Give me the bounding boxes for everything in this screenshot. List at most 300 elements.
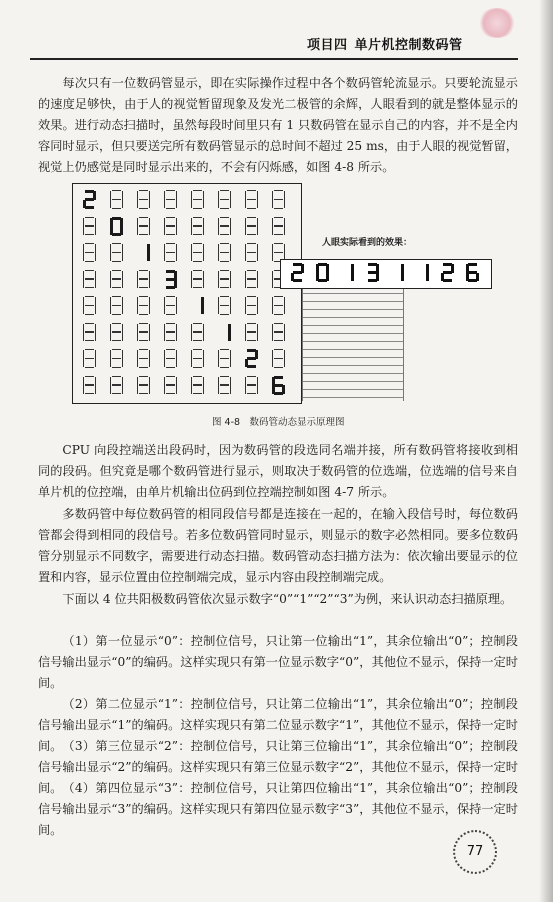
segment-c (230, 359, 231, 368)
segment-c (203, 226, 204, 235)
segment-b (95, 324, 96, 333)
segment-e (83, 332, 84, 341)
segment-c (203, 200, 204, 209)
segment-b (230, 271, 231, 280)
segment-c (257, 306, 258, 315)
grid-digit (162, 216, 183, 238)
segment-f (316, 264, 319, 273)
segment-c (230, 226, 231, 235)
segment-e (83, 226, 84, 235)
segment-d (193, 393, 202, 394)
segment-f (191, 191, 192, 200)
segment-b (284, 191, 285, 200)
grid-digit (135, 189, 156, 211)
segment-a (220, 217, 229, 218)
segment-e (272, 332, 273, 341)
segment-a (112, 296, 121, 297)
segment-f (137, 218, 138, 227)
segment-f (272, 244, 273, 253)
grid-digit (135, 348, 156, 370)
segment-g (247, 331, 256, 332)
segment-c (149, 279, 150, 288)
segment-c (95, 253, 96, 262)
paragraph-1: 每次只有一位数码管显示，即在实际操作过程中各个数码管轮流显示。只要轮流显示的速度足够快，由于人的视觉暂留现象及发光二极管的余辉，人眼看到的就是整体显示的效果。进行动态扫描时，虽然每段时间里只有 1 只数码管在显示自己的内容，并不是全内容同时显示，但只要送完所有数码管显示的总时间不超过 25 ms，由于人眼的视觉暂留，视觉上仍感觉是同时显示出来的，不会有闪烁感，如图 4-8 所示。 (38, 76, 518, 174)
segment-c (95, 306, 96, 315)
segment-g (112, 384, 121, 385)
segment-d (220, 261, 229, 262)
segment-f (245, 324, 246, 333)
segment-f (110, 324, 111, 333)
segment-f (83, 244, 84, 253)
signal-line (303, 317, 403, 318)
grid-digit (243, 322, 264, 344)
segment-f (164, 244, 165, 253)
segment-c (376, 273, 379, 282)
segment-a (139, 349, 148, 350)
segment-a (85, 243, 94, 244)
segment-d (193, 287, 202, 288)
grid-digit (162, 269, 183, 291)
signal-line (303, 325, 403, 326)
segment-b (176, 297, 177, 306)
grid-digit (243, 269, 264, 291)
segment-d (112, 314, 121, 315)
segment-f (137, 297, 138, 306)
segment-g (193, 331, 202, 332)
header-title: 单片机控制数码管 (354, 38, 463, 53)
segment-b (203, 218, 204, 227)
grid-digit (243, 295, 264, 317)
segment-e (164, 226, 165, 235)
segment-c (95, 385, 96, 394)
segment-f (272, 271, 273, 280)
segment-a (85, 323, 94, 324)
segment-c (122, 332, 123, 341)
segment-f (272, 377, 275, 386)
grid-digit (162, 295, 183, 317)
segment-g (139, 278, 148, 279)
segment-a (220, 270, 229, 271)
segment-f (83, 377, 84, 386)
segment-c (284, 332, 285, 341)
segment-g (166, 305, 175, 306)
segment-a (166, 323, 175, 324)
segment-b (230, 218, 231, 227)
segment-c (230, 279, 231, 288)
segment-d (139, 234, 148, 235)
grid-digit (108, 348, 129, 370)
segment-e (245, 332, 246, 341)
segment-f (245, 191, 246, 200)
segment-c (176, 306, 177, 315)
segment-d (274, 208, 283, 209)
segment-c (230, 306, 231, 315)
segment-f (164, 218, 165, 227)
segment-g (220, 199, 229, 200)
segment-g (220, 278, 229, 279)
segment-e (316, 273, 319, 282)
signal-line (303, 397, 403, 398)
segment-c (230, 253, 231, 262)
segment-c (326, 273, 329, 282)
paragraph-8: （4）第四位显示“3”：控制位信号，只让第四位输出“1”，其余位输出“0”；控制段信号输出显示“3”的编码。这样实现只有第四位显示数字“3”，其他位不显示，保持一定时间。 (38, 781, 518, 837)
segment-f (272, 324, 273, 333)
segment-d (166, 314, 175, 315)
segment-c (257, 332, 258, 341)
segment-c (149, 306, 150, 315)
segment-e (272, 253, 273, 262)
segment-f (272, 350, 273, 359)
grid-digit (270, 216, 291, 238)
segment-b (284, 218, 285, 227)
segment-c (284, 359, 285, 368)
segment-g (247, 252, 256, 253)
grid-digit (216, 242, 237, 264)
segment-f (164, 350, 165, 359)
segment-b (95, 244, 96, 253)
segment-f (110, 271, 111, 280)
grid-digit (81, 269, 102, 291)
segment-c (257, 253, 258, 262)
segment-f (218, 271, 219, 280)
segment-e (218, 226, 219, 235)
segment-c (203, 385, 204, 394)
segment-e (245, 253, 246, 262)
segment-g (247, 199, 256, 200)
result-display (280, 259, 492, 289)
segment-d (193, 261, 202, 262)
segment-a (220, 243, 229, 244)
segment-a (112, 349, 121, 350)
segment-e (191, 253, 192, 262)
segment-d (247, 314, 256, 315)
segment-e (83, 200, 86, 209)
grid-digit (189, 189, 210, 211)
segment-g (274, 305, 283, 306)
segment-d (85, 261, 94, 262)
segment-b (95, 377, 96, 386)
segment-d (166, 261, 175, 262)
segment-f (83, 297, 84, 306)
segment-d (166, 340, 175, 341)
segment-c (203, 332, 204, 341)
segment-f (191, 377, 192, 386)
segment-a (193, 217, 202, 218)
segment-e (191, 332, 192, 341)
signal-line (303, 373, 403, 374)
segment-b (122, 324, 123, 333)
segment-d (247, 208, 256, 209)
paragraph-7: （3）第三位显示“2”：控制位信号，只让第三位输出“1”，其余位输出“0”；控制段信号输出显示“2”的编码。这样实现只有第三位显示数字“2”，其他位不显示，保持一定时间。 (38, 739, 518, 795)
segment-g (112, 331, 121, 332)
segment-e (137, 200, 138, 209)
segment-b (174, 271, 177, 280)
segment-b (284, 244, 285, 253)
segment-a (193, 323, 202, 324)
segment-f (137, 191, 138, 200)
segment-c (122, 359, 123, 368)
segment-d (85, 393, 94, 394)
segment-g (112, 199, 121, 200)
segment-f (218, 218, 219, 227)
segment-f (191, 324, 192, 333)
segment-b (230, 297, 231, 306)
segment-d (139, 393, 148, 394)
grid-digit (189, 269, 210, 291)
segment-b (257, 191, 258, 200)
segment-e (245, 359, 248, 368)
grid-digit (189, 242, 210, 264)
segment-e (83, 359, 84, 368)
segment-f (272, 191, 273, 200)
segment-c (257, 200, 258, 209)
grid-digit (270, 348, 291, 370)
segment-c (176, 385, 177, 394)
segment-a (166, 296, 175, 297)
segment-e (272, 306, 273, 315)
segment-f (191, 271, 192, 280)
result-digit (364, 263, 385, 285)
grid-digit (243, 242, 264, 264)
segment-g (166, 225, 175, 226)
segment-c (95, 332, 96, 341)
segment-b (376, 264, 379, 273)
segment-f (245, 377, 246, 386)
segment-f (218, 191, 219, 200)
segment-c (95, 359, 96, 368)
segment-a (247, 217, 256, 218)
segment-e (245, 306, 246, 315)
segment-a (112, 376, 121, 377)
result-digit (289, 263, 310, 285)
result-digit (389, 263, 410, 285)
segment-d (247, 234, 256, 235)
segment-b (230, 377, 231, 386)
segment-g (247, 278, 256, 279)
segment-b (257, 297, 258, 306)
segment-d (85, 314, 94, 315)
segment-c (203, 359, 204, 368)
segment-b (257, 244, 258, 253)
segment-f (164, 297, 165, 306)
grid-digit (270, 189, 291, 211)
segment-g (139, 305, 148, 306)
header-rule (30, 58, 518, 60)
segment-b (176, 350, 177, 359)
header-project: 项目四 (307, 38, 348, 53)
grid-digit (189, 216, 210, 238)
segment-a (274, 323, 283, 324)
segment-c (284, 226, 285, 235)
segment-e (164, 385, 165, 394)
paragraph-5: （1）第一位显示“0”：控制位信号，只让第一位输出“1”，其余位输出“0”；控制段信号输出显示“0”的编码。这样实现只有第一位显示数字“0”，其他位不显示，保持一定时间。 (38, 634, 518, 690)
segment-c (201, 306, 204, 315)
segment-f (218, 350, 219, 359)
segment-d (112, 393, 121, 394)
segment-g (247, 384, 256, 385)
segment-a (166, 217, 175, 218)
segment-c (176, 200, 177, 209)
segment-d (274, 367, 283, 368)
segment-f (218, 244, 219, 253)
segment-c (257, 279, 258, 288)
segment-b (203, 271, 204, 280)
segment-c (176, 332, 177, 341)
segment-g (220, 384, 229, 385)
segment-c (95, 226, 96, 235)
segment-a (139, 270, 148, 271)
segment-b (326, 264, 329, 273)
segment-f (110, 297, 111, 306)
grid-digit (189, 295, 210, 317)
segment-e (164, 200, 165, 209)
signal-line (303, 341, 403, 342)
grid-digit (135, 269, 156, 291)
segment-e (245, 200, 246, 209)
segment-g (274, 225, 283, 226)
segment-b (149, 350, 150, 359)
segment-e (272, 200, 273, 209)
segment-c (122, 200, 123, 209)
segment-g (112, 358, 121, 359)
grid-digit (81, 348, 102, 370)
grid-digit (162, 242, 183, 264)
segment-b (257, 271, 258, 280)
grid-digit (243, 216, 264, 238)
segment-e (83, 306, 84, 315)
segment-d (247, 365, 256, 368)
segment-g (274, 331, 283, 332)
segment-c (147, 253, 150, 262)
segment-b (257, 377, 258, 386)
segment-a (247, 323, 256, 324)
segment-f (110, 244, 111, 253)
segment-g (166, 199, 175, 200)
segment-e (110, 359, 111, 368)
segment-f (110, 218, 113, 227)
segment-g (220, 358, 229, 359)
signal-lines (302, 289, 404, 401)
paragraph-3: 多数码管中每位数码管的相同段信号都是连接在一起的，在输入段信号时，每位数码管都会得到相同的段信号。若多位数码管同时显示，则显示的数字必然相同。要多位数码管分别显示不同数字，需要进行动态扫描。数码管动态扫描方法为：依次输出要显示的位置和内容，显示位置由位控制端完成，显示内容由段控制端完成。 (38, 507, 518, 584)
segment-f (218, 377, 219, 386)
segment-e (191, 200, 192, 209)
grid-digit (81, 242, 102, 264)
grid-digit (108, 216, 129, 238)
result-digit (464, 263, 485, 285)
segment-e (245, 226, 246, 235)
figure-caption: 图 4-8 数码管动态显示原理图 (212, 417, 345, 428)
segment-a (85, 270, 94, 271)
segment-c (149, 332, 150, 341)
segment-g (220, 252, 229, 253)
segment-d (247, 261, 256, 262)
segment-d (220, 314, 229, 315)
segment-d (193, 340, 202, 341)
segment-d (220, 234, 229, 235)
segment-c (476, 273, 479, 282)
grid-digit (189, 322, 210, 344)
grid-digit (135, 375, 156, 397)
segment-e (137, 306, 138, 315)
segment-e (218, 253, 219, 262)
segment-a (274, 376, 283, 379)
grid-digit (216, 269, 237, 291)
segment-e (137, 359, 138, 368)
segment-f (110, 191, 111, 200)
segment-d (112, 287, 121, 288)
segment-b (201, 297, 204, 306)
segment-f (191, 350, 192, 359)
segment-c (203, 279, 204, 288)
segment-a (166, 376, 175, 377)
segment-b (176, 191, 177, 200)
segment-a (166, 349, 175, 350)
segment-g (139, 384, 148, 385)
segment-d (166, 234, 175, 235)
segment-a (85, 376, 94, 377)
segment-f (272, 218, 273, 227)
segment-a (85, 217, 94, 218)
segment-b (176, 244, 177, 253)
segment-b (120, 218, 123, 227)
segment-e (218, 200, 219, 209)
segment-e (83, 279, 84, 288)
segment-d (293, 279, 302, 282)
page-number: 77 (453, 830, 497, 874)
segment-f (245, 244, 246, 253)
segment-b (203, 377, 204, 386)
segment-c (230, 200, 231, 209)
grid-digit (108, 269, 129, 291)
segment-g (274, 252, 283, 253)
segment-g (139, 331, 148, 332)
segment-f (466, 264, 469, 273)
segment-f (137, 271, 138, 280)
segment-b (451, 264, 454, 273)
segment-g (166, 358, 175, 359)
segment-e (110, 253, 111, 262)
grid-digit (189, 348, 210, 370)
segment-f (110, 377, 111, 386)
segment-c (122, 306, 123, 315)
grid-digit (135, 322, 156, 344)
segment-d (112, 367, 121, 368)
signal-line (303, 389, 403, 390)
grid-digit (108, 189, 129, 211)
segment-g (193, 199, 202, 200)
segment-d (85, 234, 94, 235)
signal-line (303, 357, 403, 358)
segment-b (93, 191, 96, 200)
segment-g (85, 252, 94, 253)
segment-d (166, 367, 175, 368)
segment-g (85, 331, 94, 332)
segment-d (139, 367, 148, 368)
segment-e (110, 200, 111, 209)
segment-g (166, 331, 175, 332)
segment-c (122, 279, 123, 288)
segment-a (274, 243, 283, 244)
signal-line (303, 365, 403, 366)
segment-d (166, 208, 175, 209)
segment-b (203, 350, 204, 359)
segment-b (257, 218, 258, 227)
paragraph-2: CPU 向段控端送出段码时，因为数码管的段选同名端并接，所有数码管将接收到相同的段码。但究竟是哪个数码管进行显示，则取决于数码管的位选端，位选端的信号来自单片机的位控端，由单片机输出位码到位控端控制如图 4-7 所示。 (38, 443, 518, 499)
segment-d (274, 314, 283, 315)
grid-digit (189, 375, 210, 397)
segment-f (137, 377, 138, 386)
segment-a (112, 323, 121, 324)
